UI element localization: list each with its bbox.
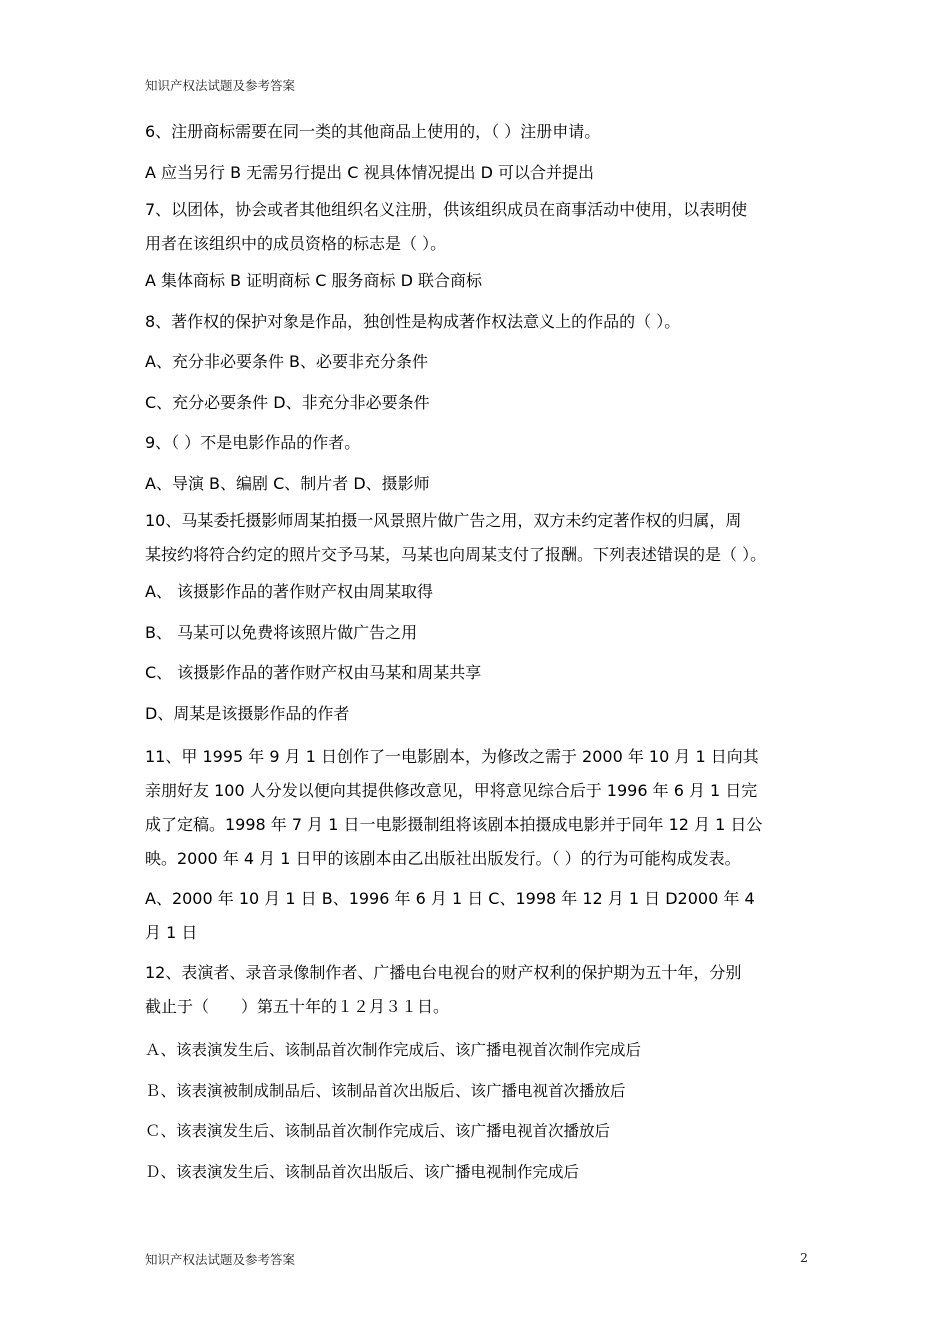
question-7: 7、以团体，协会或者其他组织名义注册，供该组织成员在商事活动中使用，以表明使: [145, 200, 748, 219]
question-6-options: A 应当另行 B 无需另行提出 C 视具体情况提出 D 可以合并提出: [145, 162, 595, 182]
question-7-options: A 集体商标 B 证明商标 C 服务商标 D 联合商标: [145, 271, 483, 290]
question-7-cont: 用者在该组织中的成员资格的标志是（ ）。: [145, 234, 447, 253]
question-11: 11、甲 1995 年 9 月 1 日创作了一电影剧本，为修改之需于 2000 年 10 月 1 日向其: [145, 747, 759, 766]
question-12-cont: 截止于（ ）第五十年的１２月３１日。: [145, 997, 450, 1016]
question-6: 6、注册商标需要在同一类的其他商品上使用的，（ ）注册申请。: [145, 122, 601, 141]
question-9-options: A、导演 B、编剧 C、制片者 D、摄影师: [145, 473, 430, 493]
question-10: 10、马某委托摄影师周某拍摄一风景照片做广告之用，双方未约定著作权的归属，周: [145, 511, 742, 530]
question-12: 12、表演者、录音录像制作者、广播电台电视台的财产权利的保护期为五十年，分别: [145, 963, 742, 982]
question-10-option-b: B、 马某可以免费将该照片做广告之用: [145, 622, 418, 642]
question-8-options-ab: A、充分非必要条件 B、必要非充分条件: [145, 352, 429, 371]
question-12-option-c: Ｃ、该表演发生后、该制品首次制作完成后、该广播电视首次播放后: [145, 1122, 611, 1140]
document-body: [145, 112, 810, 1192]
question-8: 8、著作权的保护对象是作品，独创性是构成著作权法意义上的作品的（ ）。: [145, 311, 681, 331]
question-12-option-a: Ａ、该表演发生后、该制品首次制作完成后、该广播电视首次制作完成后: [145, 1041, 642, 1059]
question-11-options: A、2000 年 10 月 1 日 B、1996 年 6 月 1 日 C、1998 年 12 月 1 日 D2000 年 4: [145, 889, 755, 908]
question-10-option-c: C、 该摄影作品的著作财产权由马某和周某共享: [145, 663, 482, 682]
question-10-option-d: D、周某是该摄影作品的作者: [145, 703, 350, 723]
question-11-options-cont: 月 1 日: [145, 923, 198, 942]
question-12-option-d: Ｄ、该表演发生后、该制品首次出版后、该广播电视制作完成后: [145, 1162, 580, 1181]
question-12-option-b: Ｂ、该表演被制成制品后、该制品首次出版后、该广播电视首次播放后: [145, 1081, 626, 1100]
question-11-cont-2: 成了定稿。1998 年 7 月 1 日一电影摄制组将该剧本拍摄成电影并于同年 12 月 1 日公: [145, 815, 763, 834]
question-8-options-cd: C、充分必要条件 D、非充分非必要条件: [145, 392, 430, 412]
question-11-cont-3: 映。2000 年 4 月 1 日甲的该剧本由乙出版社出版发行。（ ）的行为可能构成发表。: [145, 849, 741, 868]
page-number: 2: [800, 1250, 808, 1265]
question-11-cont-1: 亲朋好友 100 人分发以便向其提供修改意见，甲将意见综合后于 1996 年 6 月 1 日完: [145, 781, 758, 800]
page-footer: 知识产权法试题及参考答案: [145, 1252, 296, 1267]
question-10-option-a: A、 该摄影作品的著作财产权由周某取得: [145, 582, 434, 601]
page-header: 知识产权法试题及参考答案: [145, 78, 296, 93]
question-9: 9、（ ）不是电影作品的作者。: [145, 433, 361, 452]
question-10-cont: 某按约将符合约定的照片交予马某，马某也向周某支付了报酬。下列表述错误的是（ ）。: [145, 545, 767, 564]
